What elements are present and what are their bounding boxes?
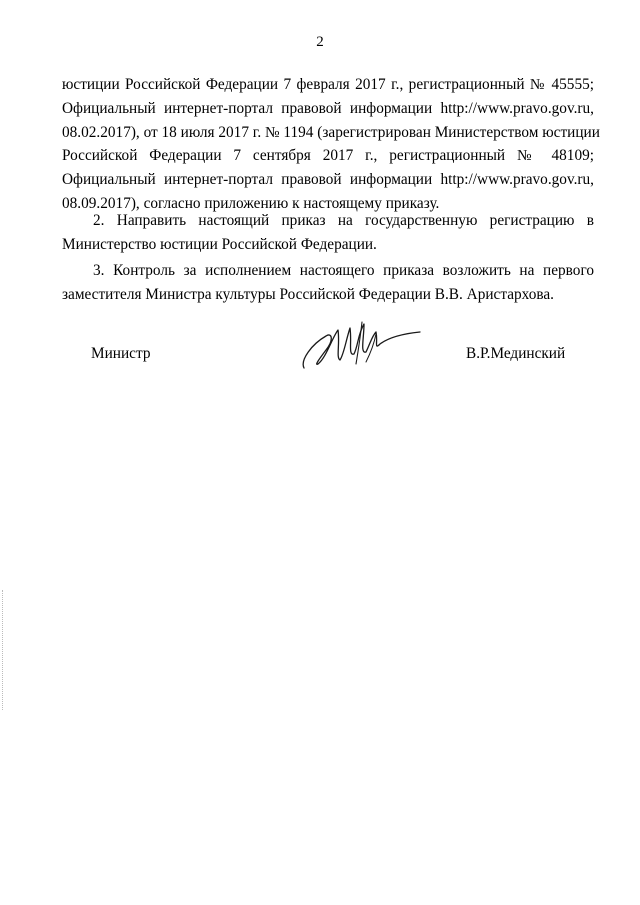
text-line: Официальный интернет-портал правовой информации http://www.pravo.gov.ru, — [62, 99, 594, 117]
text-line: 08.09.2017), согласно приложению к настоящему приказу. — [62, 194, 440, 212]
signatory-name: В.Р.Мединский — [466, 345, 566, 362]
page-number: 2 — [316, 34, 324, 50]
text-line: юстиции Российской Федерации 7 февраля 2017 г., регистрационный № 45555; — [62, 76, 594, 93]
paragraph-continuation — [62, 73, 600, 216]
text-line: заместителя Министра культуры Российской Федерации В.В. Аристархова. — [62, 285, 554, 303]
scan-edge-mark — [2, 590, 4, 710]
paragraph-item-2 — [62, 209, 594, 257]
signatory-title: Министр — [91, 345, 151, 362]
text-line: 3. Контроль за исполнением настоящего приказа возложить на первого — [93, 262, 594, 279]
handwritten-signature — [296, 314, 426, 376]
text-line: Министерство юстиции Российской Федерации. — [62, 235, 377, 253]
text-line: Российской Федерации 7 сентября 2017 г., регистрационный № 48109; — [62, 147, 594, 165]
text-line: 08.02.2017), от 18 июля 2017 г. № 1194 (зарегистрирован Министерством юстиции — [62, 123, 600, 141]
text-line: 2. Направить настоящий приказ на государственную регистрацию в — [93, 212, 594, 229]
paragraph-item-3 — [62, 259, 594, 307]
text-line: Официальный интернет-портал правовой информации http://www.pravo.gov.ru, — [62, 171, 594, 189]
